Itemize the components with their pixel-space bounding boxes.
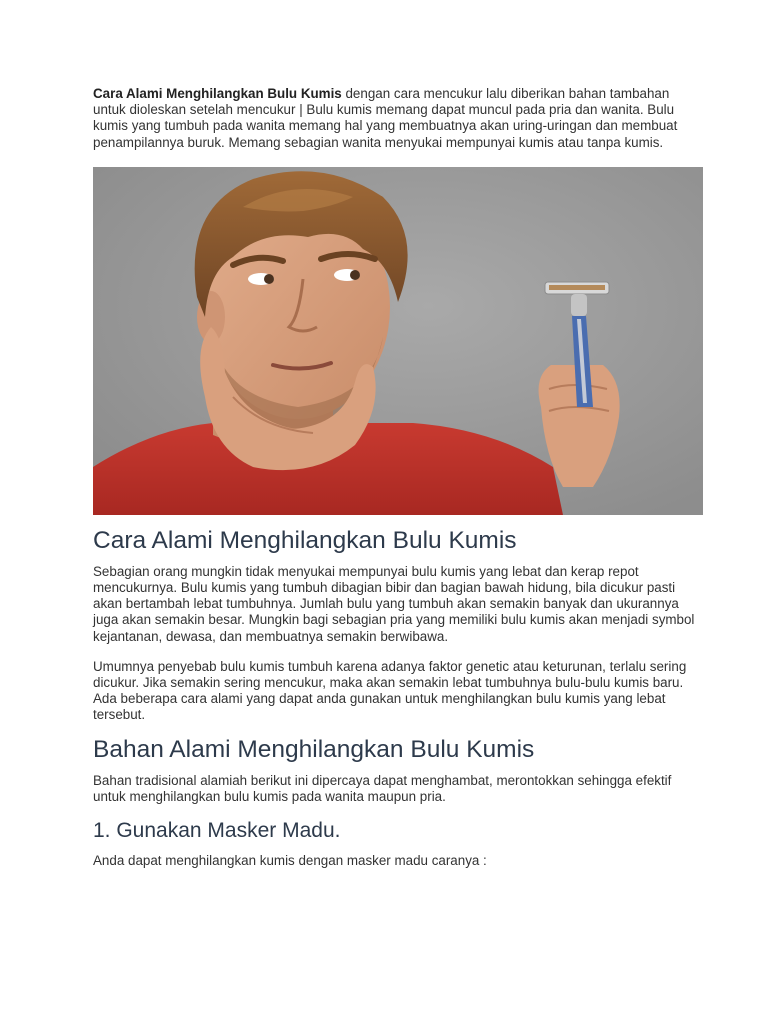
intro-bold-lead: Cara Alami Menghilangkan Bulu Kumis	[93, 86, 342, 101]
intro-paragraph	[93, 86, 703, 151]
hero-image	[93, 167, 703, 515]
section-heading-masker-madu: 1. Gunakan Masker Madu.	[93, 819, 341, 843]
article-body	[93, 86, 703, 869]
section2-paragraph-1: Bahan tradisional alamiah berikut ini dipercaya dapat menghambat, merontokkan sehingga efektif untuk menghilangkan bulu kumis pada wanita maupun pria.	[93, 772, 672, 804]
section-heading-bahan-alami: Bahan Alami Menghilangkan Bulu Kumis	[93, 735, 535, 763]
section-heading-cara-alami: Cara Alami Menghilangkan Bulu Kumis	[93, 526, 517, 554]
man-with-razor-illustration	[93, 167, 703, 515]
intro-text: dengan cara mencukur lalu diberikan bahan tambahan untuk dioleskan setelah mencukur | Bulu kumis memang dapat muncul pada pria dan wanita. Bulu kumis yang tumbuh pada wanita memang hal yang membuatnya akan uring-uringan dan membuat penampilannya buruk. Memang sebagian wanita menyukai mempunyai kumis atau tanpa kumis.	[93, 86, 678, 150]
section1-paragraph-1: Sebagian orang mungkin tidak menyukai mempunyai bulu kumis yang lebat dan kerap repot mencukurnya. Bulu kumis yang tumbuh dibagian bibir dan bagian bawah hidung, bila dicukur pasti akan bertambah lebat tumbuhnya. Jumlah bulu yang tumbuh akan semakin banyak dan ukurannya juga akan semakin besar. Mungkin bagi sebagian pria yang memiliki bulu kumis akan menjadi symbol kejantanan, dewasa, dan membuatnya semakin berwibawa.	[93, 563, 695, 644]
section1-paragraph-2: Umumnya penyebab bulu kumis tumbuh karena adanya faktor genetic atau keturunan, terlalu sering dicukur. Jika semakin sering mencukur, maka akan semakin lebat tumbuhnya bulu-bulu kumis baru. Ada beberapa cara alami yang dapat anda gunakan untuk menghilangkan bulu kumis yang lebat tersebut.	[93, 658, 687, 723]
section3-paragraph-1: Anda dapat menghilangkan kumis dengan masker madu caranya :	[93, 853, 487, 869]
